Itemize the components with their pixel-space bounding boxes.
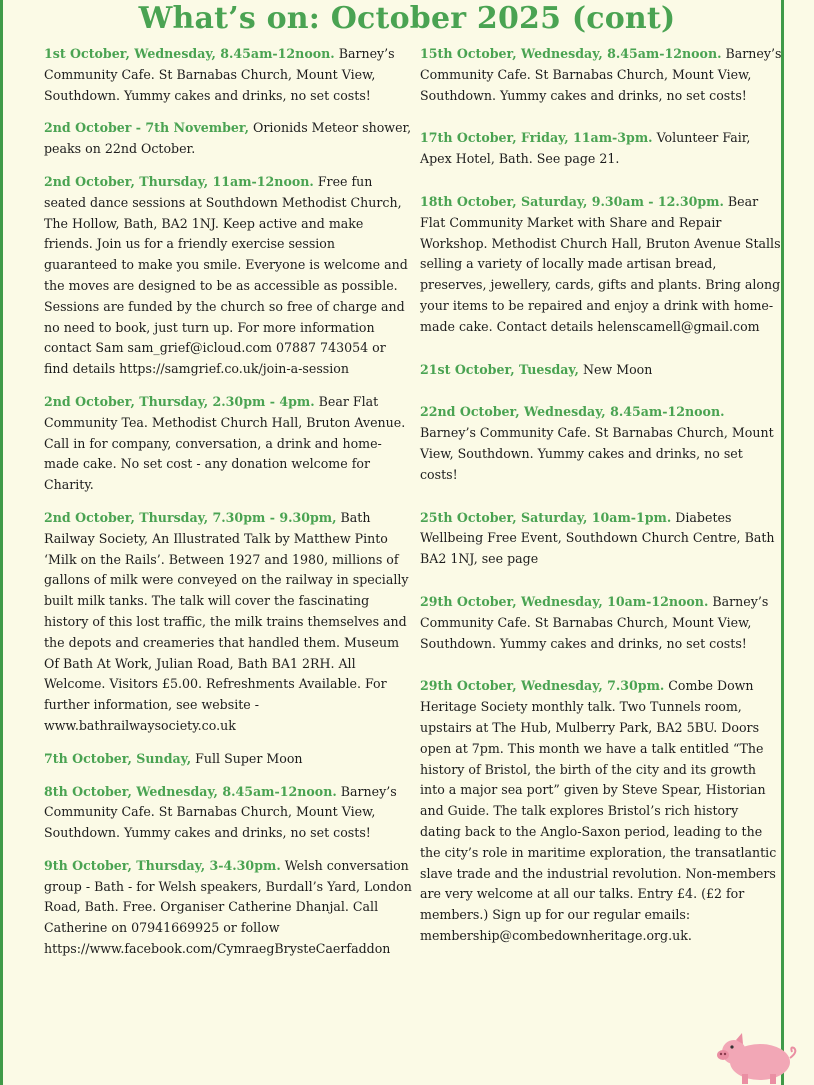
event-description: Bear Flat Community Market with Share and Repair Workshop. Methodist Church Hall, Bruton Avenue Stalls selling a variety of locally made artisan bread, preserves, jewellery, cards, gifts and plants. Bring along your items to be repaired and enjoy a drink with home-made cake. Contact details helenscamell@gmail.com	[420, 193, 781, 334]
event-date: 22nd October, Wednesday, 8.45am-12noon.	[420, 404, 725, 420]
event-item	[420, 402, 782, 485]
event-date: 18th October, Saturday, 9.30am - 12.30pm.	[420, 193, 724, 209]
event-date: 2nd October, Thursday, 7.30pm - 9.30pm,	[44, 509, 337, 525]
event-date: 25th October, Saturday, 10am-1pm.	[420, 509, 672, 525]
event-date: 29th October, Wednesday, 10am-12noon.	[420, 593, 709, 609]
event-description: Free fun seated dance sessions at Southdown Methodist Church, The Hollow, Bath, BA2 1NJ. Keep active and make friends. Join us for a friendly exercise session guaranteed to make you smile. Everyone is welcome and the moves are designed to be as accessible as possible. Sessions are funded by the church so free of charge and no need to book, just turn up. For more information contact Sam sam_grief@icloud.com 07887 743054 or find details https://samgrief.co.uk/join-a-session	[44, 173, 408, 377]
events-column-left	[44, 44, 412, 960]
event-item	[44, 172, 412, 380]
event-date: 2nd October, Thursday, 11am-12noon.	[44, 173, 314, 189]
event-description: Bear Flat Community Tea. Methodist Church Hall, Bruton Avenue. Call in for company, conversation, a drink and home-made cake. No set cost - any donation welcome for Charity.	[44, 393, 406, 493]
event-description: Barney’s Community Cafe. St Barnabas Church, Mount View, Southdown. Yummy cakes and drinks, no set costs!	[420, 46, 782, 103]
event-description: Bath Railway Society, An Illustrated Talk by Matthew Pinto ‘Milk on the Rails’. Between 1927 and 1980, millions of gallons of milk were conveyed on the railway in specially built milk tanks. The talk will cover the fascinating history of this lost traffic, the milk trains themselves and the depots and creameries that handled them. Museum Of Bath At Work, Julian Road, Bath BA1 2RH. All Welcome. Visitors £5.00. Refreshments Available. For further information, see website - www.bathrailwaysociety.co.uk	[44, 509, 409, 733]
event-date: 29th October, Wednesday, 7.30pm.	[420, 678, 665, 694]
event-item	[44, 392, 412, 496]
event-item	[420, 508, 782, 570]
events-column-right	[420, 44, 782, 947]
event-date: 15th October, Wednesday, 8.45am-12noon.	[420, 46, 722, 61]
event-item	[420, 592, 782, 654]
event-description: Barney’s Community Cafe. St Barnabas Church, Mount View, Southdown. Yummy cakes and drinks, no set costs!	[420, 425, 774, 482]
event-date: 8th October, Wednesday, 8.45am-12noon.	[44, 783, 337, 799]
event-description: Full Super Moon	[195, 750, 303, 766]
page-title: What’s on: October 2025 (cont)	[138, 1, 676, 36]
event-item	[44, 749, 412, 770]
event-item	[420, 676, 782, 946]
event-description: Orionids Meteor shower, peaks on 22nd October.	[44, 120, 412, 157]
event-item	[44, 856, 412, 960]
event-description: Diabetes Wellbeing Free Event, Southdown Church Centre, Bath BA2 1NJ, see page	[420, 509, 775, 567]
event-date: 17th October, Friday, 11am-3pm.	[420, 130, 653, 146]
event-date: 7th October, Sunday,	[44, 750, 192, 766]
event-description: Barney’s Community Cafe. St Barnabas Church, Mount View, Southdown. Yummy cakes and drinks, no set costs!	[44, 783, 397, 841]
event-item	[420, 128, 782, 170]
event-description: Welsh conversation group - Bath - for Welsh speakers, Burdall’s Yard, London Road, Bath. Free. Organiser Catherine Dhanjal. Call Catherine on 07941669925 or follow https://www.facebook.com/CymraegBrysteCaerfaddon	[44, 857, 412, 957]
event-item	[44, 44, 412, 106]
event-description: Volunteer Fair, Apex Hotel, Bath. See page 21.	[420, 130, 751, 167]
event-description: Barney’s Community Cafe. St Barnabas Church, Mount View, Southdown. Yummy cakes and drinks, no set costs!	[44, 46, 395, 103]
event-date: 2nd October - 7th November,	[44, 120, 250, 136]
event-item	[420, 192, 782, 338]
event-item	[420, 44, 782, 106]
event-description: Combe Down Heritage Society monthly talk. Two Tunnels room, upstairs at The Hub, Mulberry Park, BA2 5BU. Doors open at 7pm. This month we have a talk entitled “The history of Bristol, the birth of the city and its growth into a major sea port” given by Steve Spear, Historian and Guide. The talk explores Bristol’s rich history dating back to the Anglo-Saxon period, leading to the the city’s role in maritime exploration, the transatlantic slave trade and the industrial revolution. Non-members are very welcome at all our talks. Entry £4. (£2 for members.) Sign up for our regular emails: membership@combedownheritage.org.uk.	[420, 678, 777, 943]
event-item	[44, 782, 412, 844]
event-date: 21st October, Tuesday,	[420, 361, 579, 377]
page-border-left	[0, 0, 3, 1085]
pig-illustration-icon	[712, 1030, 802, 1085]
event-date: 1st October, Wednesday, 8.45am-12noon.	[44, 46, 335, 61]
event-description: Barney’s Community Cafe. St Barnabas Church, Mount View, Southdown. Yummy cakes and drinks, no set costs!	[420, 593, 769, 651]
event-item	[44, 118, 412, 160]
event-item	[44, 508, 412, 737]
event-item	[420, 360, 782, 381]
event-date: 2nd October, Thursday, 2.30pm - 4pm.	[44, 393, 315, 409]
event-description: New Moon	[582, 361, 653, 377]
event-date: 9th October, Thursday, 3-4.30pm.	[44, 857, 281, 873]
